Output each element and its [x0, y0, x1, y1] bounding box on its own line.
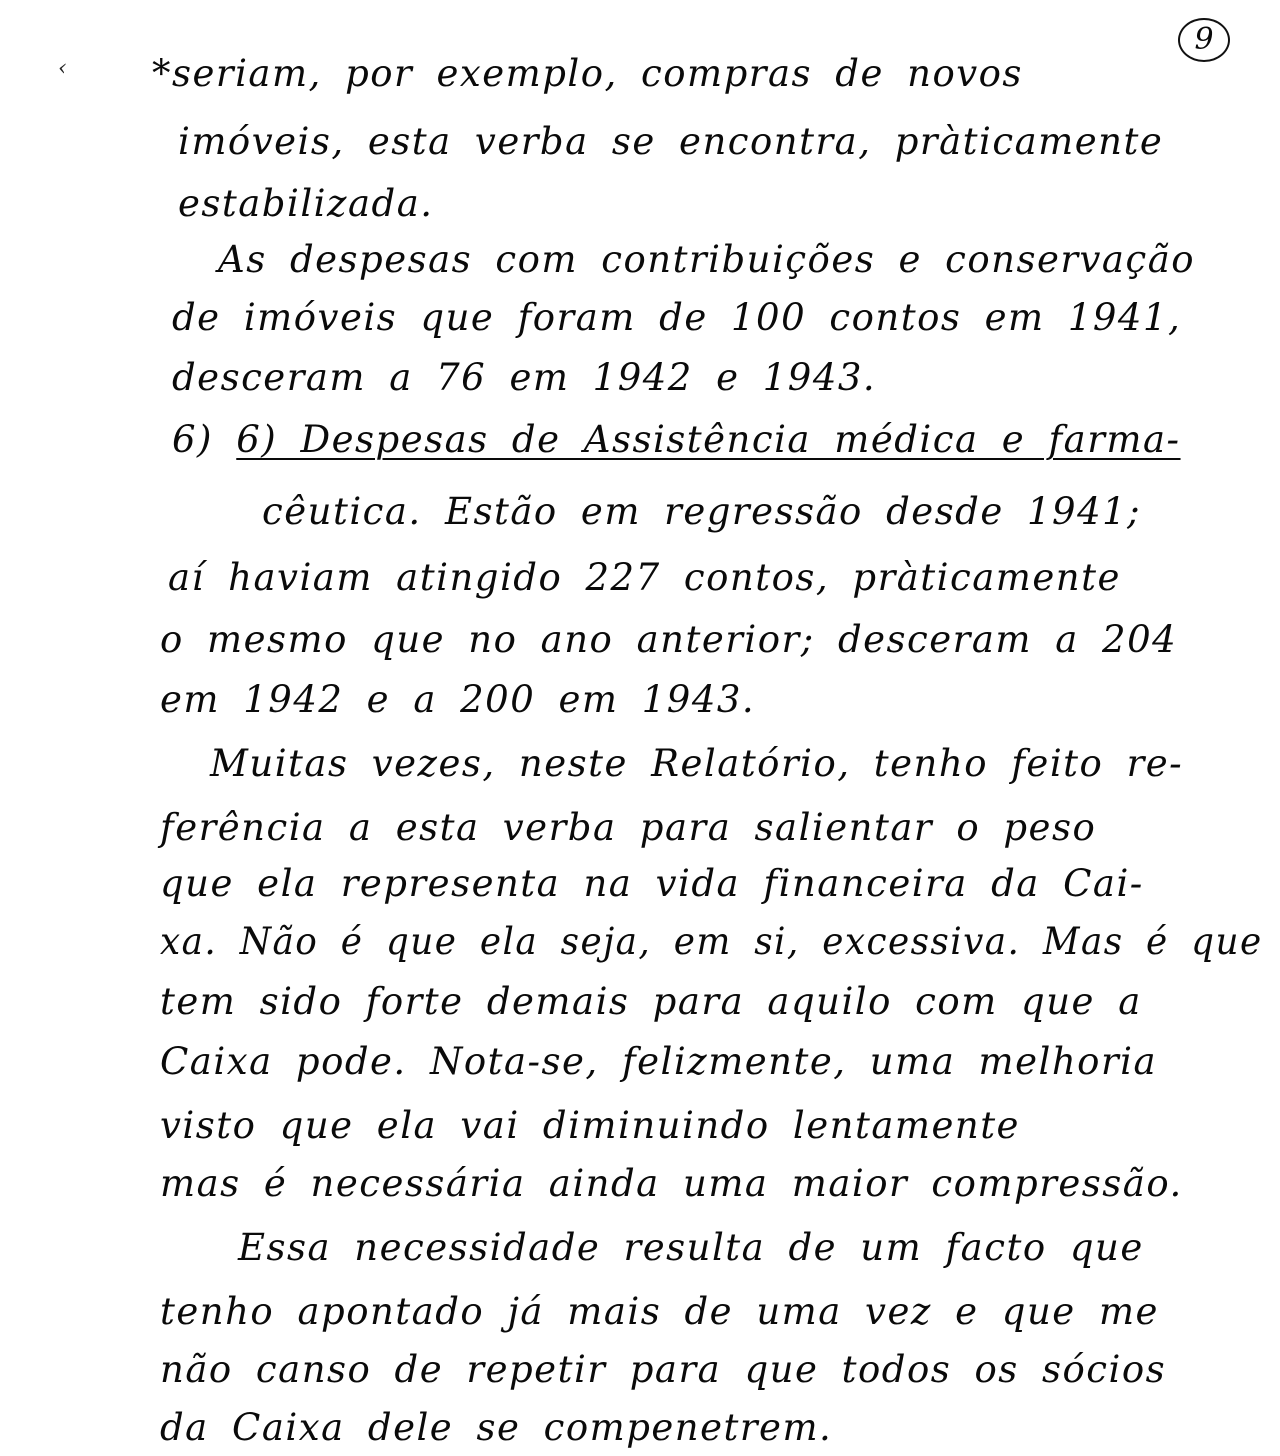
text-line: Essa necessidade resulta de um facto que: [238, 1226, 1144, 1269]
text-line: da Caixa dele se compenetrem.: [160, 1406, 833, 1449]
text-line: estabilizada.: [178, 182, 434, 225]
text-line: de imóveis que foram de 100 contos em 1941,: [172, 296, 1182, 339]
text-line: desceram a 76 em 1942 e 1943.: [172, 356, 877, 399]
section-number: 6): [172, 418, 237, 461]
text-line: visto que ela vai diminuindo lentamente: [160, 1104, 1020, 1147]
text-line: em 1942 e a 200 em 1943.: [160, 678, 756, 721]
text-line: cêutica. Estão em regressão desde 1941;: [262, 490, 1142, 533]
text-line-heading: [172, 418, 1181, 461]
text-line: xa. Não é que ela seja, em si, excessiva. Mas é que: [160, 920, 1263, 963]
text-line: tenho apontado já mais de uma vez e que me: [160, 1290, 1159, 1333]
text-line: Caixa pode. Nota-se, felizmente, uma melhoria: [160, 1040, 1158, 1083]
text-line: não canso de repetir para que todos os sócios: [160, 1348, 1167, 1391]
text-line: As despesas com contribuições e conservação: [218, 238, 1196, 281]
text-line: mas é necessária ainda uma maior compressão.: [160, 1162, 1183, 1205]
text-line: ferência a esta verba para salientar o peso: [160, 806, 1097, 849]
text-line: o mesmo que no ano anterior; desceram a 204: [160, 618, 1178, 661]
page-number: 9: [1178, 18, 1230, 62]
margin-mark: ‹: [58, 56, 67, 81]
text-line: aí haviam atingido 227 contos, pràticamente: [168, 556, 1121, 599]
text-line: tem sido forte demais para aquilo com que a: [160, 980, 1142, 1023]
text-line: *seriam, por exemplo, compras de novos: [152, 52, 1023, 95]
text-line: que ela representa na vida financeira da Cai-: [160, 862, 1144, 905]
section-heading: 6) Despesas de Assistência médica e farma-: [236, 418, 1181, 461]
text-line: imóveis, esta verba se encontra, pràticamente: [178, 120, 1164, 163]
text-line: Muitas vezes, neste Relatório, tenho feito re-: [210, 742, 1184, 785]
